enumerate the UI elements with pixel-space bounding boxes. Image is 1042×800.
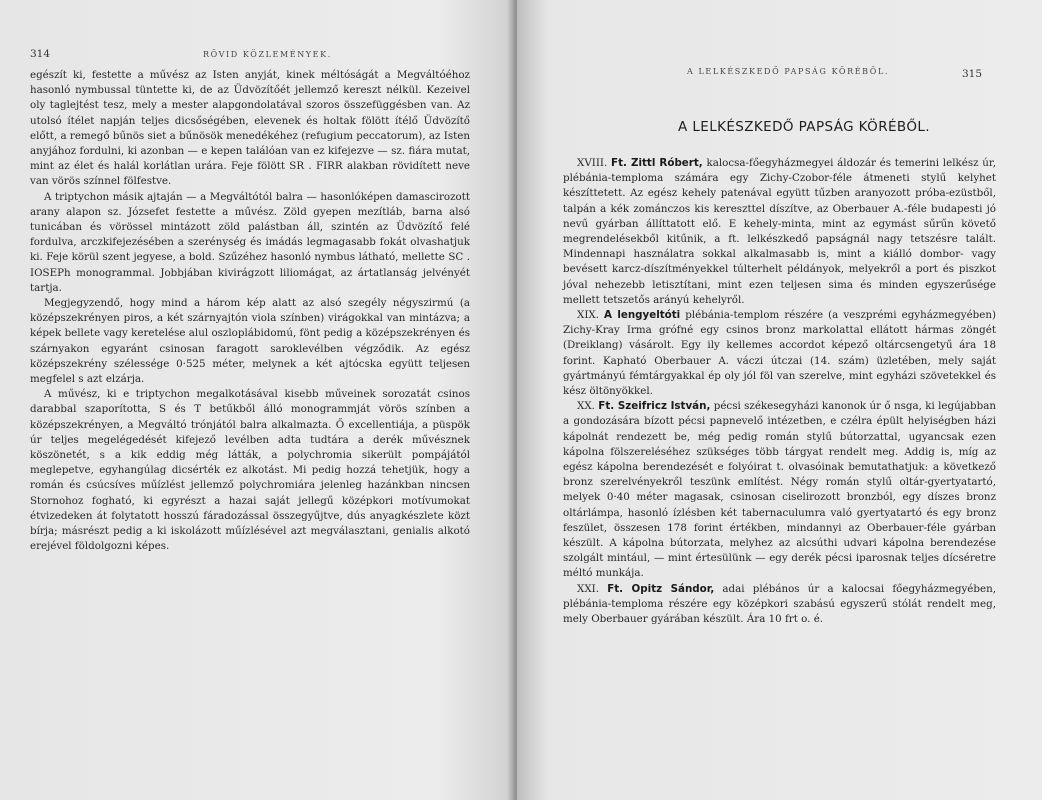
left-paragraph: Megjegyzendő, hogy mind a három kép alatt az alsó szegély négyszirmú (a középszekrényen piros, a két szárnyajtón viola színben) virágokkal van mintázva; a képek bellete vagy keretelése alul oszloplábidomú, fönt pedig a középszekrényen és szárnyakon egyaránt csinosan faragott saroklevélben végződik. Az egész középszekrény szélessége 0·525 méter, melynek a két ajtócska együtt teljesen megfelel s azt elzárja. <box>30 297 470 386</box>
entry-paragraph <box>563 399 996 581</box>
entry-numeral: XX. <box>577 400 595 413</box>
entry-numeral: XXI. <box>577 582 600 595</box>
left-paragraph: A triptychon másik ajtaján — a Megváltótól balra — hasonlóképen damascirozott arany alapon sz. Józsefet festette a művész. Zöld gyepen mezítláb, barna alsó tunicában és vörössel mintázott zöld palástban áll, szintén az Üdvözítő felé fordulva, arczkifejezésében a szerénység és imádás legmagasabb fokát olvashatjuk ki. Feje körül szent jegyese, a bold. Szűzéhez hasonló nymbus látható, mellette SC . IOSEPh monogrammal. Jobbjában kivirágzott liliomágat, az ártatlanság jelvényét tartja. <box>30 190 470 294</box>
entry-name: Ft. Szeifricz István, <box>598 400 711 413</box>
entry-paragraph <box>563 582 996 628</box>
left-body-text <box>30 68 470 555</box>
entry-text: kalocsa-főegyházmegyei áldozár és temerini lelkész úr, plébánia-temploma számára egy Zichy-Czobor-féle átmeneti stylű kelyhet készíttetett. Az egész kehely patenával együtt tűzben aranyozott próba-ezüstből, talpán a kék zománczos kis kereszttel díszítve, az Oberbauer A.-féle budapesti jó nevű gyárban állíttatott elő. E kehely-minta, mint az egymást sűrűn követő megrendelésekből kitűnik, a ft. lelkészkedő papságnál nagy tetszésre talált. Mindennapi használatra sokkal alkalmasabb is, mint a kiálló dombor- vagy bevésett karcz-díszítményekkel túlterhelt példányok, melyekről a port és piszkot jóval nehezebb letisztítani, mint ezen teljesen sima és minden egyszerűsége mellett tetszetős arányú kehelyről. <box>563 157 996 306</box>
left-paragraph: A művész, ki e triptychon megalkotásával kisebb műveinek sorozatát csinos darabbal szaporította, S és T betűkből álló monogrammját vörös színben a középszekrényen, a Megváltó trónjától balra alkalmazta. Ő excellentiája, a püspök úr teljes megelégedését kifejező levélben adta tudtára a derék művésznek köszönetét, s a kik eddig még látták, a polychromia sikerült pompájától meglepetve, egyhangúlag dicsérték ez alkotást. Mi pedig hozzá tehetjük, hogy a román és csúcsíves műízlést jellemző polychromiára jelenleg hazánkban nincsen Stornohoz fogható, ki egyrészt a hazai saját jellegű középkori motívumokat étvizedeken át folytatott hosszú fáradozással összegyűjtve, dús anyagkészlete közt bírja; másrészt pedig a ki iskolázott műízlésével azt megválasztani, genialis alkotó erejével földolgozni képes. <box>30 388 470 553</box>
entry-name: A lengyeltóti <box>604 309 681 322</box>
entry-text: adai plébános úr a kalocsai főegyházmegyében, plébánia-temploma részére egy középkori szabású egyszerű stólát rendelt meg, mely Oberbauer gyárában készült. Ára 10 frt o. é. <box>563 582 996 626</box>
left-running-header: RÖVID KÖZLEMÉNYEK. <box>203 50 332 59</box>
entry-text: plébánia-templom részére (a veszprémi egyházmegyében) Zichy-Kray Irma grófné egy csinos bronz markolattal ellátott hármas zöngét (Dreiklang) vásárolt. Egy ily kellemes accordot képező oltárcsengetyű ára 18 forint. Kapható Oberbauer A. váczi útczai (14. szám) üzletében, mely saját gyártmányú fémtárgyakkal ép oly jól föl van szerelve, mint egyházi szövetekkel és kész öltönyökkel. <box>563 309 996 398</box>
entry-numeral: XIX. <box>577 309 600 322</box>
left-page-number: 314 <box>30 48 51 60</box>
right-page <box>517 0 1042 800</box>
entry-paragraph <box>563 308 996 399</box>
entry-paragraph <box>563 156 996 308</box>
entry-numeral: XVIII. <box>577 157 608 169</box>
entry-name: Ft. Opitz Sándor, <box>607 582 715 595</box>
article-title: A LELKÉSZKEDŐ PAPSÁG KÖRÉBŐL. <box>678 119 930 135</box>
right-running-header: A LELKÉSZKEDŐ PAPSÁG KÖRÉBŐL. <box>687 67 889 76</box>
left-paragraph: egészít ki, festette a művész az Isten anyját, kinek méltóságát a Megváltóéhoz hasonló nymbussal tüntette ki, de az Üdvözítőét jellemző kereszt nélkül. Kezeivel oly taglejtést tesz, mely a mester alapgondolatával szoros összefüggésben van. Az utolsó ítélet napján teljes dicsőségében, elevenek és holtak fölött ítélő Üdvözítő előtt, a remegő bűnös siet a bűnösök menedékéhez (refugium peccatorum), az Isten anyjához fordulni, ki azonban — e kepen találóan van ez kifejezve — sz. fiára mutat, mint az élet és halál korlátlan urára. Feje fölött SR . FIRR alakban rövidített neve van vörös színnel fölfestve. <box>30 69 470 188</box>
entry-text: pécsi székesegyházi kanonok úr ő nsga, ki legújabban a gondozására bízott pécsi papnevelő intézetben, e czélra épült helyiségben házi kápolnát rendezett be, még pedig román stylű bútorzattal, ugyancsak ezen kápolna fölszereléséhez szükséges több tárgyat rendelt meg. Addig is, míg az egész kápolna berendezését e folyóirat t. olvasóinak bemutathatjuk: a következő bronz szerelvényekről teszünk említést. Négy román stylű oltár-gyertyatartó, melyek 0·40 méter magasak, csinosan ciselirozott bronzból, egy díszes bronz oltárlámpa, hasonló ízlésben két tabernaculumra való gyertyatartó és egy bronz feszület, összesen 178 forint értékben, mindannyi az Oberbauer-féle gyárban készült. A kápolna bútorzata, melyhez az alcsúthi udvari kápolna berendezése szolgált mintául, — mint értesülünk — egy derék pécsi iparosnak teljes dícséretre méltó munkája. <box>563 400 997 580</box>
right-page-number: 315 <box>962 68 983 80</box>
entry-name: Ft. Zittl Róbert, <box>611 157 703 169</box>
left-page <box>0 0 515 800</box>
right-body-text <box>563 156 996 627</box>
